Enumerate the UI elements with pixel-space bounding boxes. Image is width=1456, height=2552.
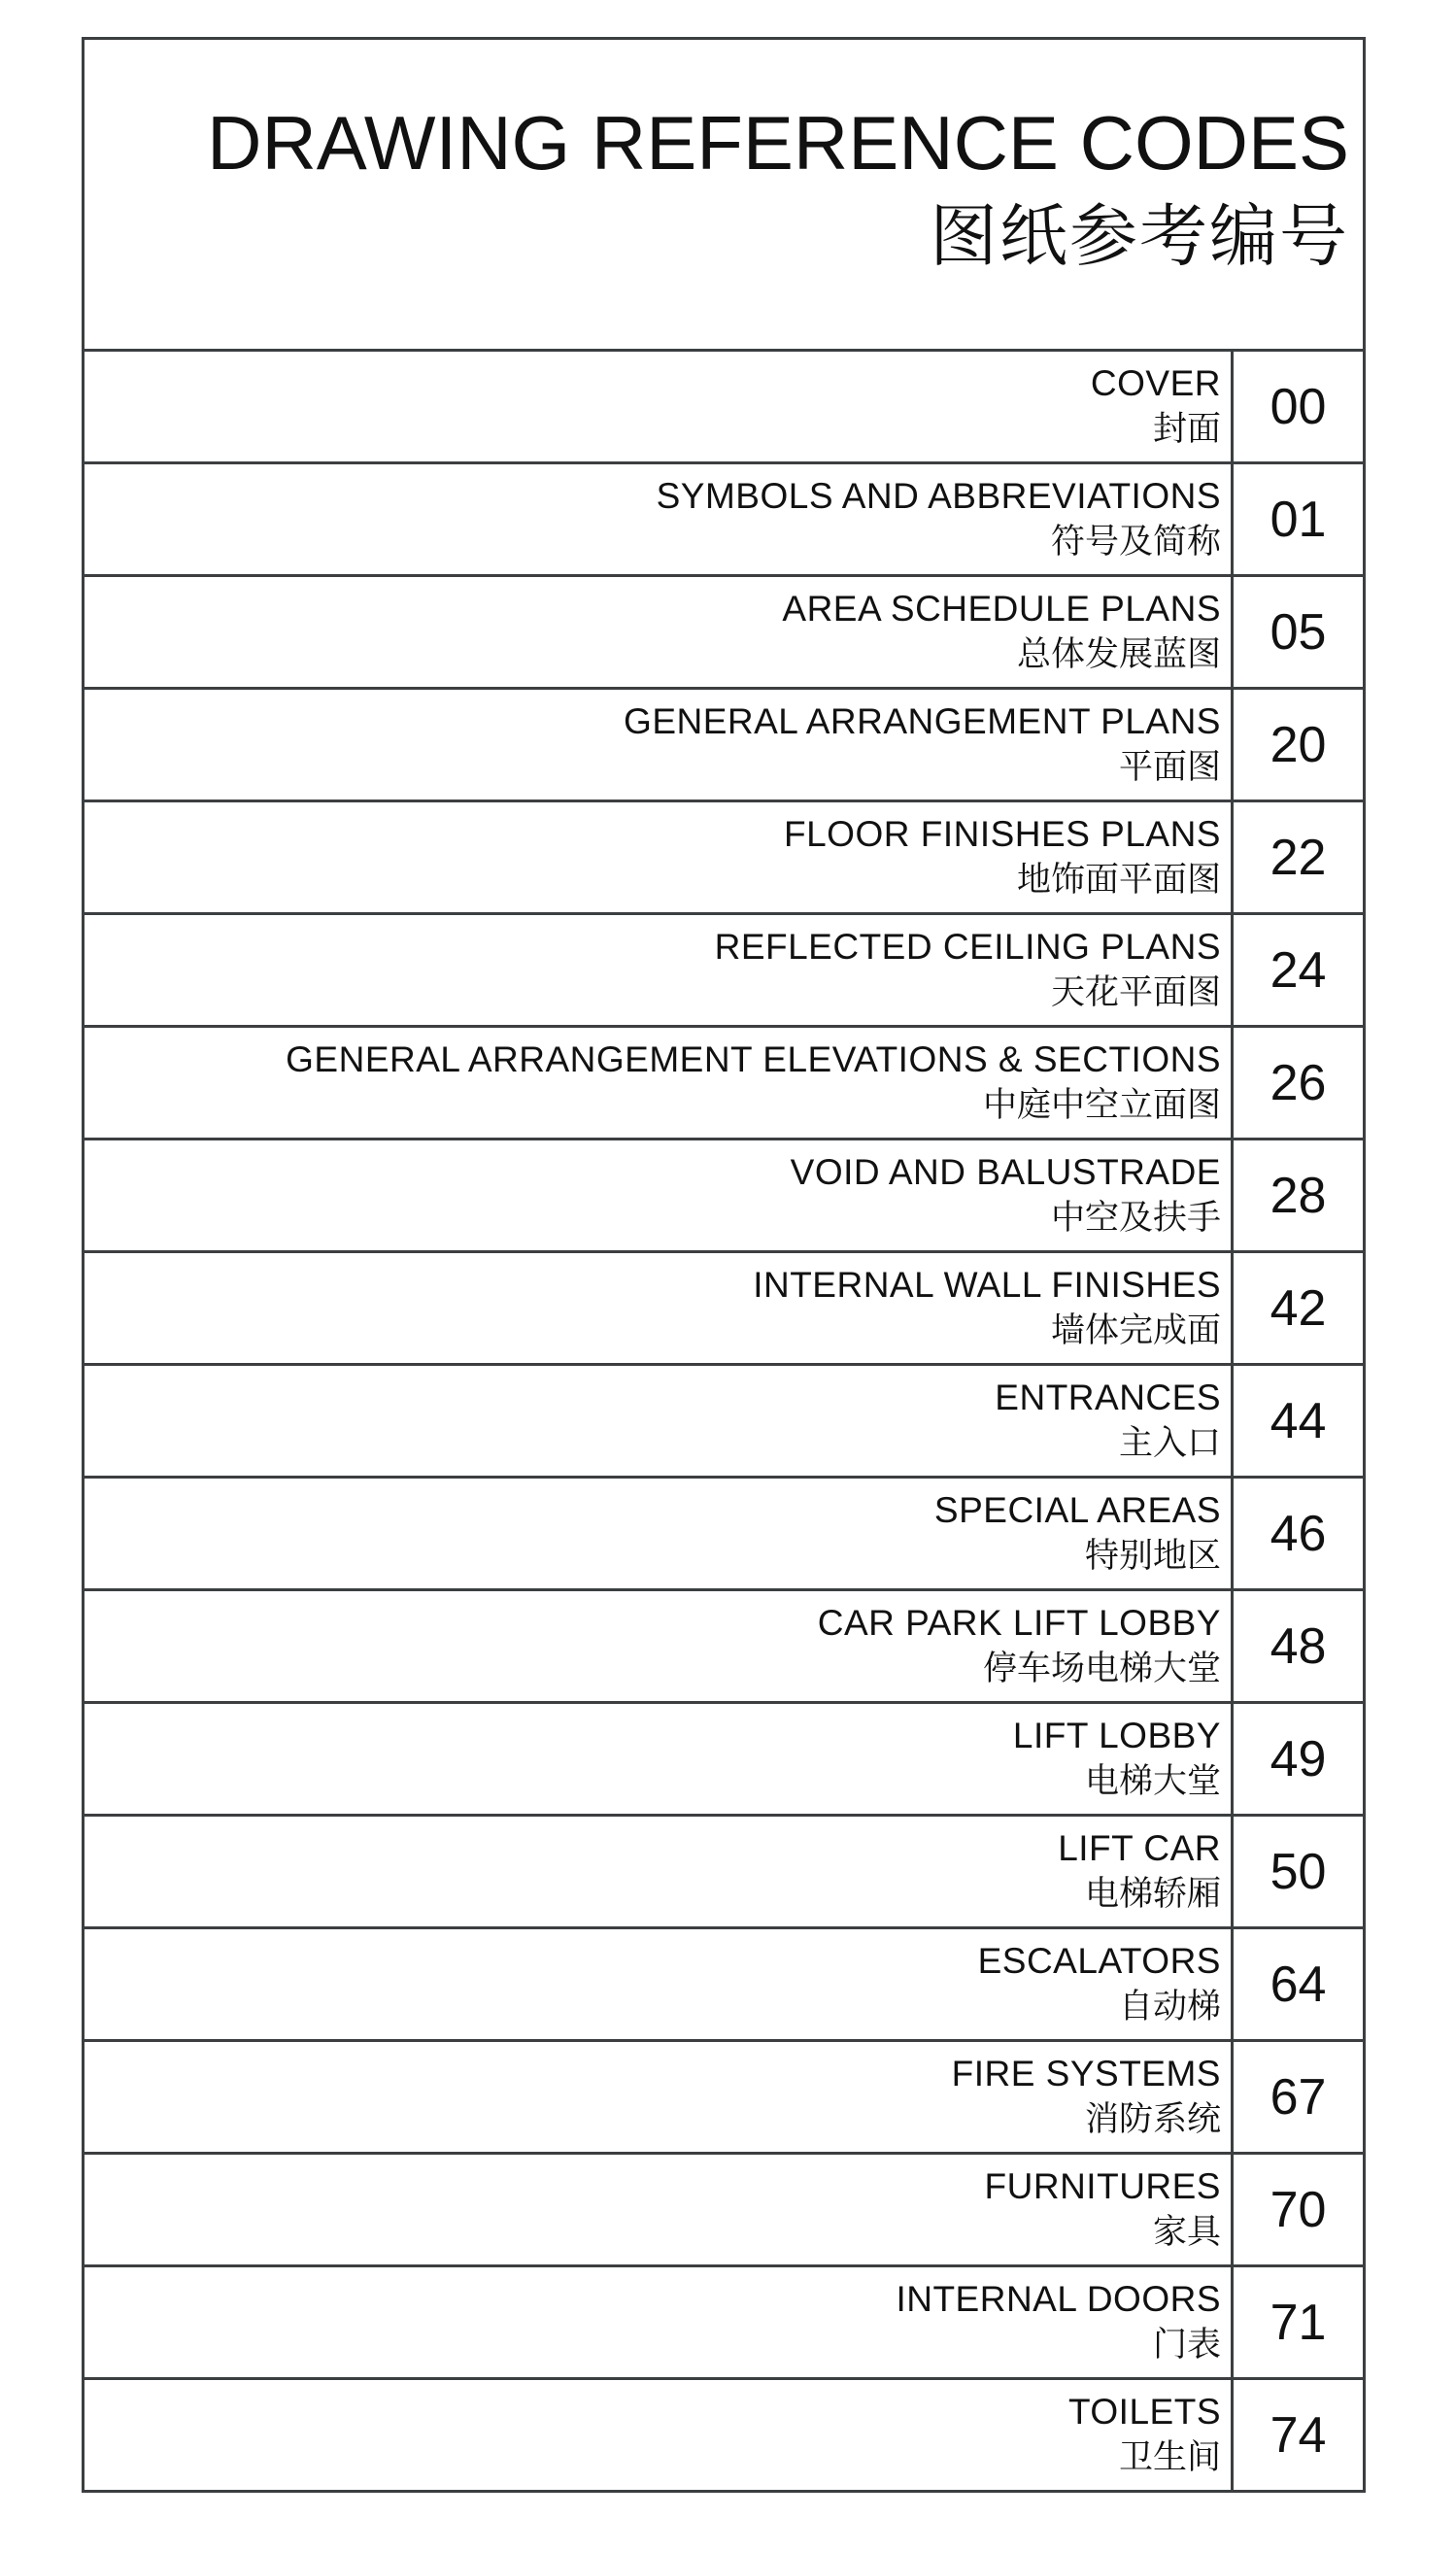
label-english: ENTRANCES: [995, 1377, 1221, 1417]
label-english: INTERNAL WALL FINISHES: [753, 1264, 1221, 1305]
label-chinese: 中庭中空立面图: [982, 1085, 1221, 1125]
table-row: [85, 1479, 1363, 1591]
code-cell: 46: [1270, 1505, 1327, 1562]
table-row: [85, 577, 1363, 690]
label-cell: [85, 352, 1234, 461]
label-english: SYMBOLS AND ABBREVIATIONS: [656, 475, 1221, 516]
table-row: [85, 2042, 1363, 2155]
title-chinese: 图纸参考编号: [930, 196, 1349, 276]
title-english: DRAWING REFERENCE CODES: [207, 100, 1349, 186]
label-english: VOID AND BALUSTRADE: [790, 1151, 1221, 1192]
code-cell: 50: [1270, 1843, 1327, 1900]
table-row: [85, 2155, 1363, 2267]
code-cell: 48: [1270, 1617, 1327, 1675]
label-english: GENERAL ARRANGEMENT PLANS: [624, 700, 1221, 741]
table-row: [85, 464, 1363, 577]
code-cell: 01: [1270, 491, 1327, 548]
label-chinese: 墙体完成面: [1050, 1310, 1221, 1350]
code-cell: 05: [1270, 603, 1327, 661]
table-row: [85, 1028, 1363, 1140]
label-chinese: 电梯轿厢: [1084, 1874, 1221, 1914]
code-cell: 49: [1270, 1730, 1327, 1787]
label-cell: [85, 802, 1234, 912]
label-cell: [85, 1591, 1234, 1701]
code-cell: 00: [1270, 378, 1327, 435]
label-cell: [85, 1817, 1234, 1926]
code-cell: 24: [1270, 941, 1327, 999]
label-english: REFLECTED CEILING PLANS: [714, 926, 1221, 967]
reference-table: [85, 352, 1363, 2490]
label-chinese: 平面图: [1118, 747, 1221, 787]
code-cell: 22: [1270, 829, 1327, 886]
label-cell: [85, 1366, 1234, 1476]
table-row: [85, 352, 1363, 464]
label-english: GENERAL ARRANGEMENT ELEVATIONS & SECTIONS: [286, 1038, 1221, 1079]
label-english: TOILETS: [1067, 2391, 1221, 2432]
label-chinese: 消防系统: [1084, 2099, 1221, 2139]
label-chinese: 地饰面平面图: [1016, 860, 1221, 900]
table-row: [85, 915, 1363, 1028]
code-cell: 67: [1270, 2068, 1327, 2126]
label-cell: [85, 1140, 1234, 1250]
label-cell: [85, 1929, 1234, 2039]
code-cell: 64: [1270, 1956, 1327, 2013]
code-cell: 26: [1270, 1054, 1327, 1111]
table-row: [85, 802, 1363, 915]
reference-codes-sheet: [82, 37, 1366, 2493]
label-cell: [85, 2155, 1234, 2264]
label-cell: [85, 915, 1234, 1025]
code-cell: 71: [1270, 2294, 1327, 2351]
label-cell: [85, 1253, 1234, 1363]
label-chinese: 总体发展蓝图: [1016, 634, 1221, 674]
label-chinese: 停车场电梯大堂: [982, 1649, 1221, 1688]
label-chinese: 电梯大堂: [1084, 1761, 1221, 1801]
code-cell: 44: [1270, 1392, 1327, 1449]
label-cell: [85, 2267, 1234, 2377]
label-chinese: 中空及扶手: [1050, 1198, 1221, 1238]
table-row: [85, 1817, 1363, 1929]
label-chinese: 家具: [1152, 2212, 1221, 2252]
label-english: FIRE SYSTEMS: [951, 2053, 1221, 2093]
label-english: CAR PARK LIFT LOBBY: [817, 1602, 1221, 1643]
label-chinese: 天花平面图: [1050, 972, 1221, 1012]
table-row: [85, 1366, 1363, 1479]
table-row: [85, 1253, 1363, 1366]
header: [85, 40, 1363, 352]
label-chinese: 门表: [1152, 2325, 1221, 2365]
code-cell: 28: [1270, 1167, 1327, 1224]
label-cell: [85, 1028, 1234, 1138]
label-english: ESCALATORS: [977, 1940, 1221, 1981]
table-row: [85, 1929, 1363, 2042]
label-chinese: 封面: [1152, 409, 1221, 449]
code-cell: 20: [1270, 716, 1327, 773]
label-english: LIFT LOBBY: [1012, 1715, 1221, 1755]
label-english: COVER: [1090, 362, 1221, 403]
label-english: SPECIAL AREAS: [933, 1489, 1221, 1530]
label-english: LIFT CAR: [1058, 1827, 1221, 1868]
label-cell: [85, 1479, 1234, 1588]
table-row: [85, 2267, 1363, 2380]
label-cell: [85, 577, 1234, 687]
table-row: [85, 1704, 1363, 1817]
code-cell: 74: [1270, 2406, 1327, 2464]
label-chinese: 特别地区: [1084, 1536, 1221, 1576]
label-english: INTERNAL DOORS: [896, 2278, 1221, 2319]
code-cell: 42: [1270, 1279, 1327, 1337]
table-row: [85, 1140, 1363, 1253]
label-english: FURNITURES: [984, 2165, 1221, 2206]
label-cell: [85, 464, 1234, 574]
label-english: FLOOR FINISHES PLANS: [784, 813, 1221, 854]
label-chinese: 卫生间: [1118, 2437, 1221, 2477]
label-cell: [85, 1704, 1234, 1814]
label-chinese: 主入口: [1118, 1423, 1221, 1463]
table-row: [85, 690, 1363, 802]
code-cell: 70: [1270, 2181, 1327, 2238]
label-cell: [85, 2380, 1234, 2490]
table-row: [85, 1591, 1363, 1704]
label-english: AREA SCHEDULE PLANS: [782, 588, 1221, 629]
label-chinese: 符号及简称: [1050, 522, 1221, 561]
label-chinese: 自动梯: [1118, 1987, 1221, 2026]
label-cell: [85, 2042, 1234, 2152]
table-row: [85, 2380, 1363, 2490]
label-cell: [85, 690, 1234, 800]
